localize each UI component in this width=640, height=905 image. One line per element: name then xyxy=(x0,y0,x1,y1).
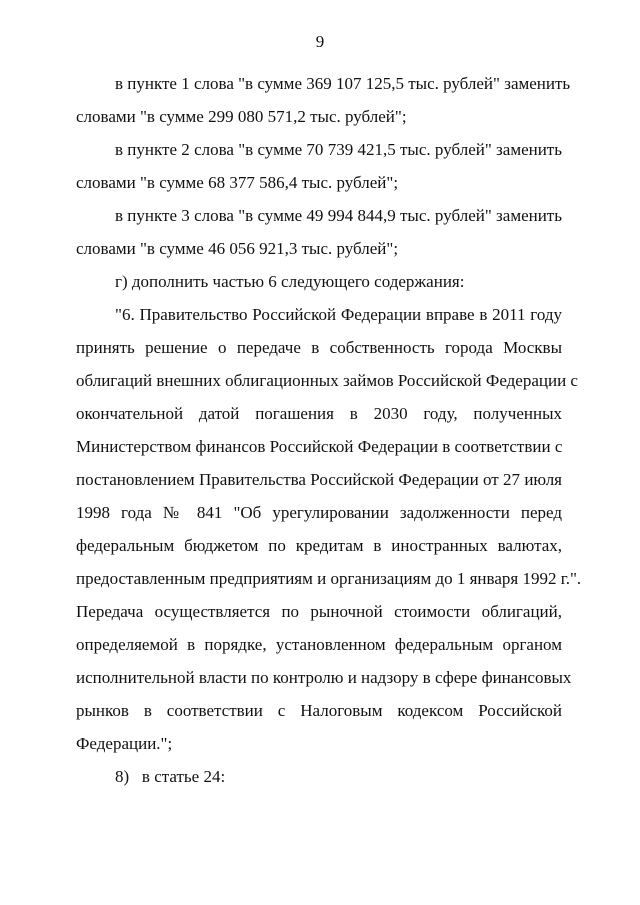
text-line: словами "в сумме 46 056 921,3 тыс. рублей"; xyxy=(76,239,399,258)
text-line: постановлением Правительства Российской Федерации от 27 июля xyxy=(76,470,562,489)
text-line: принять решение о передаче в собственность города Москвы xyxy=(76,338,562,357)
text-line: рынков в соответствии с Налоговым кодексом Российской xyxy=(76,701,562,720)
paragraph-part-6-text xyxy=(76,298,582,760)
text-line: "6. Правительство Российской Федерации вправе в 2011 году xyxy=(115,305,562,324)
text-line: в пункте 3 слова "в сумме 49 994 844,9 тыс. рублей" заменить xyxy=(115,206,562,225)
text-line: г) дополнить частью 6 следующего содержания: xyxy=(115,272,465,291)
text-line: Федерации."; xyxy=(76,734,173,753)
text-line: определяемой в порядке, установленном федеральным органом xyxy=(76,635,562,654)
text-line: Министерством финансов Российской Федерации в соответствии с xyxy=(76,437,563,456)
paragraph-add-part-6 xyxy=(76,265,562,298)
paragraph-amend-point-1 xyxy=(76,67,571,133)
text-line: предоставленным предприятиям и организациям до 1 января 1992 г.". xyxy=(76,569,582,588)
text-line: словами "в сумме 299 080 571,2 тыс. рублей"; xyxy=(76,107,407,126)
paragraph-amend-point-2 xyxy=(76,133,562,199)
text-line: 1998 года № 841 "Об урегулировании задолженности перед xyxy=(76,503,562,522)
text-line: 8) в статье 24: xyxy=(115,767,226,786)
text-line: окончательной датой погашения в 2030 году, полученных xyxy=(76,404,562,423)
text-line: федеральным бюджетом по кредитам в иностранных валютах, xyxy=(76,536,562,555)
paragraph-article-24 xyxy=(76,760,562,793)
text-line: Передача осуществляется по рыночной стоимости облигаций, xyxy=(76,602,562,621)
page-number: 9 xyxy=(315,32,325,51)
text-line: в пункте 2 слова "в сумме 70 739 421,5 тыс. рублей" заменить xyxy=(115,140,562,159)
text-line: словами "в сумме 68 377 586,4 тыс. рублей"; xyxy=(76,173,399,192)
text-line: в пункте 1 слова "в сумме 369 107 125,5 тыс. рублей" заменить xyxy=(115,74,571,93)
paragraph-amend-point-3 xyxy=(76,199,562,265)
text-line: исполнительной власти по контролю и надзору в сфере финансовых xyxy=(76,668,572,687)
document-body xyxy=(76,67,582,793)
text-line: облигаций внешних облигационных займов Российской Федерации с xyxy=(76,371,578,390)
